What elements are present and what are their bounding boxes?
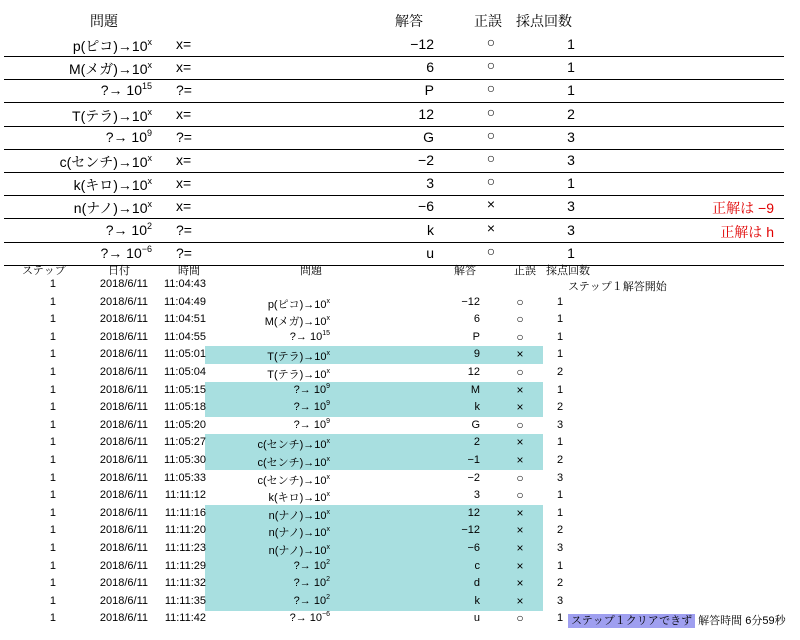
log-row bbox=[0, 558, 800, 576]
exponent: x bbox=[326, 508, 330, 516]
answer-cell: k bbox=[474, 401, 480, 414]
count-cell: 1 bbox=[556, 330, 564, 343]
step-cell: 1 bbox=[49, 489, 56, 502]
table-row bbox=[4, 126, 784, 150]
count-cell: 3 bbox=[556, 471, 564, 484]
wrong-mark: × bbox=[516, 382, 524, 397]
time-cell: 11:11:42 bbox=[164, 612, 206, 625]
time-cell: 11:05:27 bbox=[163, 436, 206, 449]
correct-mark: ○ bbox=[516, 611, 524, 626]
correct-mark: ○ bbox=[516, 417, 524, 432]
date-cell: 2018/6/11 bbox=[99, 366, 148, 378]
answer-cell: 3 bbox=[473, 489, 480, 502]
wrong-mark: × bbox=[486, 196, 496, 213]
table-row bbox=[4, 103, 784, 127]
exponent: 15 bbox=[322, 329, 330, 337]
table-row bbox=[4, 33, 784, 57]
wrong-mark: × bbox=[486, 219, 496, 236]
step-cell: 1 bbox=[49, 559, 56, 572]
exponent: 15 bbox=[141, 81, 152, 92]
wrong-mark: × bbox=[516, 453, 524, 467]
count-cell: 3 bbox=[556, 594, 564, 607]
step-cell: 1 bbox=[49, 524, 56, 537]
log-row bbox=[0, 329, 800, 347]
time-cell: 11:05:15 bbox=[163, 383, 206, 396]
answer-cell: G bbox=[471, 418, 480, 431]
step-cell: 1 bbox=[49, 383, 56, 396]
date-cell: 2018/6/11 bbox=[99, 418, 148, 431]
answer-cell: −2 bbox=[418, 152, 434, 168]
answer-cell: 6 bbox=[473, 313, 480, 326]
exponent: x bbox=[326, 297, 330, 305]
time-cell: 11:05:04 bbox=[163, 366, 206, 378]
table-row bbox=[4, 56, 784, 80]
question-cell: ?→ $10^{-6}$ bbox=[289, 611, 330, 625]
count-cell: 1 bbox=[556, 436, 564, 449]
step-cell: 1 bbox=[49, 612, 56, 625]
exponent: x bbox=[147, 60, 152, 71]
answer-cell: d bbox=[473, 577, 480, 590]
exponent: x bbox=[326, 491, 330, 499]
time-cell: 11:04:55 bbox=[163, 330, 206, 343]
answer-cell: M bbox=[470, 383, 480, 396]
question-cell: ?→ $10^9$ bbox=[293, 417, 330, 431]
question-cell: n(ナノ)$\to 10^x$ bbox=[268, 526, 330, 540]
question-cell: ?→ $10^2$ bbox=[293, 558, 330, 572]
step-cell: 1 bbox=[49, 594, 56, 607]
table-row bbox=[4, 219, 784, 243]
log-row bbox=[0, 522, 800, 540]
exponent: x bbox=[147, 37, 152, 47]
step-cell: 1 bbox=[49, 313, 56, 326]
date-cell: 2018/6/11 bbox=[99, 577, 148, 590]
question-cell: c(センチ)$\to 10^x$ bbox=[257, 438, 330, 452]
count-cell: 3 bbox=[556, 418, 564, 431]
correct-mark: ○ bbox=[516, 470, 524, 485]
exponent: x bbox=[326, 350, 330, 358]
question-cell: ?→ $10^{-6}$ bbox=[100, 243, 152, 261]
wrong-mark: × bbox=[516, 400, 524, 415]
date-cell: 2018/6/11 bbox=[99, 348, 148, 361]
date-cell: 2018/6/11 bbox=[99, 594, 148, 607]
time-cell: 11:05:30 bbox=[163, 454, 206, 466]
count-cell: 1 bbox=[556, 348, 564, 361]
answer-table bbox=[0, 0, 800, 261]
step-cell: 1 bbox=[49, 471, 56, 484]
log-row bbox=[0, 399, 800, 417]
answer-cell: 12 bbox=[467, 366, 480, 378]
question-cell: ?→ $10^2$ bbox=[293, 576, 330, 590]
question-cell: ?→ $10^2$ bbox=[293, 593, 330, 607]
step-cell: 1 bbox=[49, 454, 56, 466]
log-row bbox=[0, 382, 800, 400]
time-cell: 11:04:51 bbox=[163, 313, 206, 326]
log-row bbox=[0, 470, 800, 488]
log-row bbox=[0, 610, 800, 628]
answer-cell: −1 bbox=[467, 454, 480, 466]
answer-cell: 9 bbox=[473, 348, 480, 361]
header-count: 採点回数 bbox=[516, 13, 572, 29]
question-cell: ?→ $10^9$ bbox=[105, 127, 152, 145]
answer-cell: 6 bbox=[426, 59, 434, 76]
step-cell: 1 bbox=[49, 330, 56, 343]
answer-cell: u bbox=[473, 612, 480, 625]
wrong-mark: × bbox=[516, 558, 524, 573]
count-cell: 2 bbox=[556, 454, 564, 466]
count-cell: 2 bbox=[567, 105, 575, 122]
exponent: x bbox=[326, 456, 330, 463]
count-cell: 1 bbox=[567, 175, 575, 192]
time-cell: 11:11:32 bbox=[164, 577, 206, 590]
correction-text: 正解は h bbox=[720, 223, 774, 240]
question-cell: T(テラ)$\to 10^x$ bbox=[72, 106, 152, 124]
answer-cell: −12 bbox=[461, 295, 480, 308]
time-cell: 11:11:16 bbox=[164, 506, 206, 519]
exponent: 9 bbox=[146, 127, 152, 138]
exponent: x bbox=[326, 315, 330, 323]
correct-mark: ○ bbox=[516, 329, 524, 344]
time-cell: 11:11:20 bbox=[164, 524, 206, 537]
log-row bbox=[0, 294, 800, 312]
count-cell: 1 bbox=[567, 82, 575, 99]
step-cell: 1 bbox=[49, 366, 56, 378]
log-header-step: ステップ bbox=[22, 265, 66, 277]
wrong-mark: × bbox=[516, 347, 524, 362]
time-cell: 11:04:43 bbox=[163, 278, 206, 290]
answer-cell: G bbox=[423, 128, 434, 145]
step-cell: 1 bbox=[49, 418, 56, 431]
exponent: −6 bbox=[322, 611, 330, 619]
variable-cell: ?= bbox=[176, 82, 192, 99]
answer-cell: P bbox=[424, 82, 434, 99]
exponent: 2 bbox=[326, 558, 330, 566]
question-cell: ?→ $10^{15}$ bbox=[100, 81, 152, 99]
question-cell: ?→ $10^{15}$ bbox=[289, 329, 330, 343]
exponent: 9 bbox=[326, 382, 330, 390]
time-cell: 11:11:29 bbox=[164, 559, 206, 572]
table-row bbox=[4, 149, 784, 173]
variable-cell: x= bbox=[176, 36, 192, 52]
answer-cell: 2 bbox=[473, 436, 480, 449]
variable-cell: x= bbox=[176, 59, 192, 76]
step-cell: 1 bbox=[49, 278, 56, 290]
count-cell: 3 bbox=[556, 542, 564, 554]
answer-cell: −12 bbox=[461, 524, 480, 537]
question-cell: M(メガ)$\to 10^x$ bbox=[68, 60, 152, 78]
question-cell: T(テラ)$\to 10^x$ bbox=[267, 350, 330, 364]
count-cell: 1 bbox=[556, 313, 564, 326]
question-cell: M(メガ)$\to 10^x$ bbox=[264, 315, 330, 329]
date-cell: 2018/6/11 bbox=[99, 471, 148, 484]
answer-time: 解答時間 6分59秒 bbox=[698, 615, 786, 628]
count-cell: 1 bbox=[556, 559, 564, 572]
question-cell: p(ピコ)$\to 10^x$ bbox=[267, 297, 330, 311]
date-cell: 2018/6/11 bbox=[99, 542, 148, 554]
header-answer: 解答 bbox=[395, 13, 423, 29]
count-cell: 3 bbox=[567, 128, 575, 145]
correct-mark: ○ bbox=[486, 34, 496, 50]
step-cell: 1 bbox=[49, 506, 56, 519]
exponent: 2 bbox=[326, 593, 330, 601]
log-header-answer: 解答 bbox=[454, 265, 476, 277]
exponent: 9 bbox=[326, 400, 330, 408]
exponent: x bbox=[147, 153, 152, 163]
time-cell: 11:05:33 bbox=[163, 471, 206, 484]
log-row bbox=[0, 417, 800, 435]
date-cell: 2018/6/11 bbox=[99, 524, 148, 537]
variable-cell: x= bbox=[176, 105, 192, 122]
variable-cell: x= bbox=[176, 175, 192, 192]
log-header-count: 採点回数 bbox=[546, 265, 590, 277]
log-row bbox=[0, 575, 800, 593]
result-note bbox=[568, 612, 786, 628]
wrong-mark: × bbox=[516, 576, 524, 591]
table-row bbox=[4, 195, 784, 219]
header-question: 問題 bbox=[90, 13, 118, 29]
date-cell: 2018/6/11 bbox=[99, 436, 148, 449]
exponent: 2 bbox=[146, 220, 152, 231]
table-row bbox=[4, 79, 784, 103]
question-cell: ?→ $10^9$ bbox=[293, 382, 330, 396]
step-cell: 1 bbox=[49, 542, 56, 554]
exponent: x bbox=[147, 106, 152, 117]
correct-mark: ○ bbox=[486, 173, 496, 190]
time-cell: 11:05:01 bbox=[163, 348, 206, 361]
log-row bbox=[0, 540, 800, 558]
question-cell: ?→ $10^2$ bbox=[105, 220, 152, 238]
question-cell: n(ナノ)$\to 10^x$ bbox=[268, 508, 330, 522]
exponent: x bbox=[326, 438, 330, 446]
date-cell: 2018/6/11 bbox=[99, 313, 148, 326]
question-cell: c(センチ)$\to 10^x$ bbox=[257, 456, 330, 469]
count-cell: 2 bbox=[556, 524, 564, 537]
wrong-mark: × bbox=[516, 541, 524, 555]
count-cell: 1 bbox=[567, 36, 575, 52]
count-cell: 3 bbox=[567, 198, 575, 215]
step-cell: 1 bbox=[49, 436, 56, 449]
correct-mark: ○ bbox=[516, 488, 524, 503]
answer-cell: −12 bbox=[410, 36, 434, 52]
time-cell: 11:05:18 bbox=[163, 401, 206, 414]
count-cell: 2 bbox=[556, 401, 564, 414]
step-cell: 1 bbox=[49, 348, 56, 361]
variable-cell: x= bbox=[176, 198, 192, 215]
exponent: x bbox=[326, 526, 330, 534]
count-cell: 1 bbox=[556, 383, 564, 396]
correction-text: 正解は −9 bbox=[712, 200, 774, 217]
table-row bbox=[4, 172, 784, 196]
time-cell: 11:04:49 bbox=[163, 295, 206, 308]
answer-cell: −6 bbox=[467, 542, 480, 554]
date-cell: 2018/6/11 bbox=[99, 383, 148, 396]
log-row bbox=[0, 593, 800, 611]
answer-cell: u bbox=[426, 244, 434, 261]
log-row bbox=[0, 452, 800, 470]
wrong-mark: × bbox=[516, 523, 524, 538]
exponent: x bbox=[326, 473, 330, 481]
question-cell: c(センチ)$\to 10^x$ bbox=[257, 473, 330, 487]
answer-cell: 12 bbox=[467, 506, 480, 519]
date-cell: 2018/6/11 bbox=[99, 454, 148, 466]
question-cell: p(ピコ)$\to 10^x$ bbox=[72, 37, 152, 54]
step-cell: 1 bbox=[49, 295, 56, 308]
step-cell: 1 bbox=[49, 577, 56, 590]
count-cell: 1 bbox=[556, 506, 564, 519]
answer-cell: k bbox=[474, 594, 480, 607]
answer-cell: 12 bbox=[418, 105, 434, 122]
log-row bbox=[0, 364, 800, 382]
question-cell: k(キロ)$\to 10^x$ bbox=[268, 491, 330, 505]
date-cell: 2018/6/11 bbox=[99, 278, 148, 290]
header-correct: 正誤 bbox=[474, 13, 502, 29]
log-row bbox=[0, 487, 800, 505]
exponent: x bbox=[326, 368, 330, 375]
time-cell: 11:11:35 bbox=[164, 594, 206, 607]
count-cell: 3 bbox=[567, 152, 575, 168]
answer-cell: −6 bbox=[418, 198, 434, 215]
question-cell: ?→ $10^9$ bbox=[293, 400, 330, 414]
count-cell: 1 bbox=[556, 295, 564, 308]
count-cell: 2 bbox=[556, 366, 564, 378]
variable-cell: ?= bbox=[176, 221, 192, 238]
answer-log bbox=[0, 262, 800, 632]
count-cell: 2 bbox=[556, 577, 564, 590]
log-header-question: 問題 bbox=[300, 265, 322, 277]
answer-cell: −2 bbox=[467, 471, 480, 484]
exponent: x bbox=[326, 544, 330, 551]
question-cell: c(センチ)$\to 10^x$ bbox=[59, 153, 152, 170]
question-cell: T(テラ)$\to 10^x$ bbox=[267, 368, 330, 381]
log-row bbox=[0, 276, 800, 294]
count-cell: 3 bbox=[567, 221, 575, 238]
exponent: 9 bbox=[326, 417, 330, 425]
correct-mark: ○ bbox=[486, 57, 496, 74]
correct-mark: ○ bbox=[486, 242, 496, 259]
log-header-date: 日付 bbox=[108, 265, 130, 277]
question-cell: n(ナノ)$\to 10^x$ bbox=[73, 199, 152, 217]
log-header-time: 時間 bbox=[178, 265, 200, 277]
correct-mark: ○ bbox=[486, 80, 496, 97]
step-note: ステップ１解答開始 bbox=[568, 281, 667, 293]
wrong-mark: × bbox=[516, 435, 524, 450]
count-cell: 1 bbox=[556, 612, 564, 625]
variable-cell: x= bbox=[176, 152, 192, 168]
answer-cell: k bbox=[427, 221, 434, 238]
exponent: −6 bbox=[141, 243, 152, 254]
question-cell: k(キロ)$\to 10^x$ bbox=[73, 176, 152, 194]
correct-mark: ○ bbox=[516, 294, 524, 309]
correct-mark: ○ bbox=[486, 126, 496, 143]
date-cell: 2018/6/11 bbox=[99, 295, 148, 308]
date-cell: 2018/6/11 bbox=[99, 401, 148, 414]
exponent: 2 bbox=[326, 576, 330, 584]
exponent: x bbox=[147, 199, 152, 210]
wrong-mark: × bbox=[516, 593, 524, 608]
answer-cell: 3 bbox=[426, 175, 434, 192]
correct-mark: ○ bbox=[516, 312, 524, 327]
time-cell: 11:11:23 bbox=[164, 542, 206, 554]
question-cell: n(ナノ)$\to 10^x$ bbox=[268, 544, 330, 557]
count-cell: 1 bbox=[556, 489, 564, 502]
log-header-correct: 正誤 bbox=[514, 265, 536, 277]
log-row bbox=[0, 311, 800, 329]
date-cell: 2018/6/11 bbox=[99, 330, 148, 343]
correct-mark: ○ bbox=[486, 103, 496, 120]
variable-cell: ?= bbox=[176, 244, 192, 261]
count-cell: 1 bbox=[567, 59, 575, 76]
exponent: x bbox=[147, 176, 152, 187]
date-cell: 2018/6/11 bbox=[99, 489, 148, 502]
answer-cell: P bbox=[472, 330, 480, 343]
answer-cell: c bbox=[474, 559, 480, 572]
time-cell: 11:11:12 bbox=[164, 489, 206, 502]
wrong-mark: × bbox=[516, 505, 524, 520]
time-cell: 11:05:20 bbox=[163, 418, 206, 431]
log-row bbox=[0, 505, 800, 523]
correct-mark: ○ bbox=[486, 150, 496, 166]
log-row bbox=[0, 434, 800, 452]
correct-mark: ○ bbox=[516, 365, 524, 379]
date-cell: 2018/6/11 bbox=[99, 612, 148, 625]
step-cell: 1 bbox=[49, 401, 56, 414]
date-cell: 2018/6/11 bbox=[99, 506, 148, 519]
clear-status-badge: ステップ１クリアできず bbox=[568, 614, 695, 628]
log-row bbox=[0, 346, 800, 364]
variable-cell: ?= bbox=[176, 128, 192, 145]
count-cell: 1 bbox=[567, 244, 575, 261]
date-cell: 2018/6/11 bbox=[99, 559, 148, 572]
